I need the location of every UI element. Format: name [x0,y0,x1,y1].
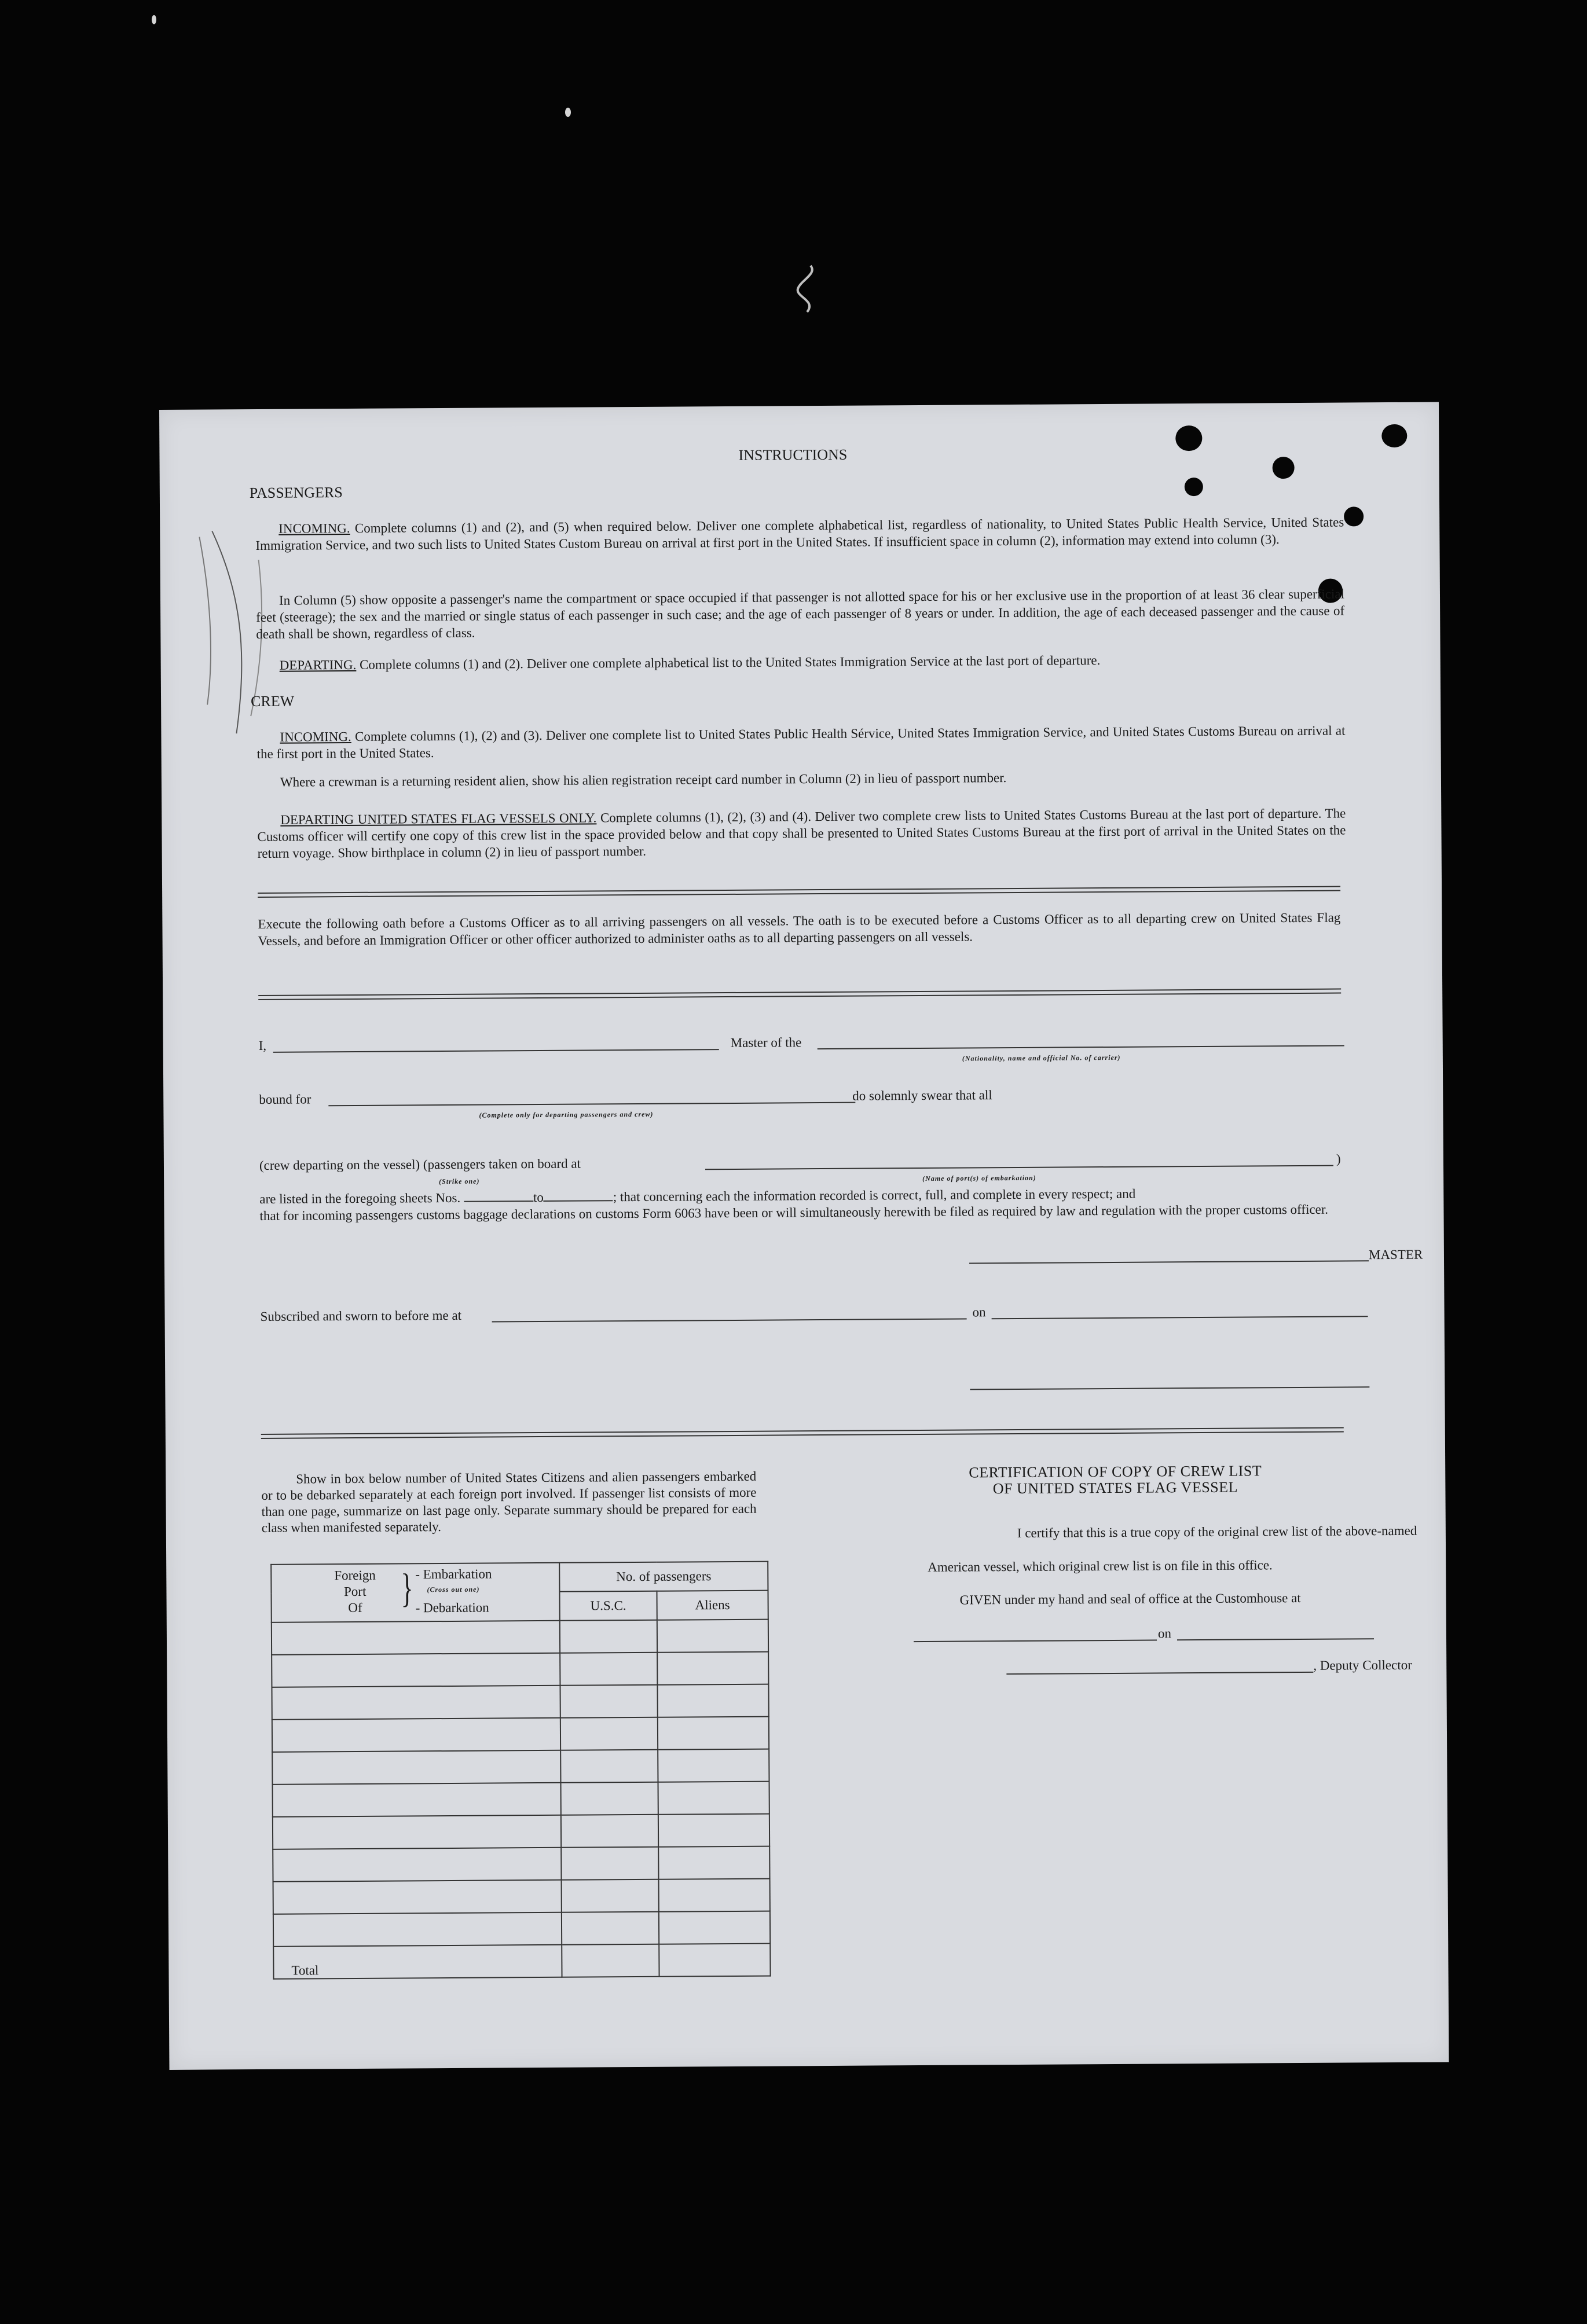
certification-line-3: GIVEN under my hand and seal of office at the Customhouse at [959,1590,1301,1607]
aliens-cell[interactable] [658,1717,769,1750]
listed-label: are listed in the foregoing sheets Nos. [259,1190,461,1206]
usc-cell[interactable] [562,1879,659,1912]
port-cell[interactable] [272,1686,560,1720]
crew-incoming-text: Complete columns (1), (2) and (3). Deliver one complete list to United States Public Health Sérvice, United States Immigration Service, and United States Customs Bureau on arrival at the first port in the United States. [256,723,1346,761]
aliens-cell[interactable] [657,1620,768,1653]
crew-heading: CREW [250,692,295,710]
passengers-incoming [255,514,1344,554]
close-paren: ) [1336,1151,1341,1166]
certification-title-1: CERTIFICATION OF COPY OF CREW LIST [969,1462,1262,1481]
departing-text: Complete columns (1) and (2). Deliver one complete alphabetical list to the United States Immigration Service at the last port of departure. [359,653,1101,672]
scan-hair [787,263,828,315]
strike-caption: (Strike one) [439,1177,480,1186]
swear-text: do solemnly swear that all [852,1088,992,1103]
hole-mark [1185,478,1203,496]
crew-departing [257,805,1346,861]
nationality-caption: (Nationality, name and official No. of carrier) [962,1053,1121,1063]
document-page [159,402,1449,2069]
port-cell[interactable] [273,1815,561,1849]
aliens-cell[interactable] [658,1782,769,1815]
passenger-summary-table [270,1561,771,1980]
certification-on-label: on [1157,1626,1172,1641]
usc-cell[interactable] [560,1653,657,1686]
divider [258,886,1340,898]
sworn-date-field[interactable] [992,1316,1368,1319]
usc-cell[interactable] [560,1620,657,1653]
subscribed-label: Subscribed and sworn to before me at [260,1308,462,1324]
port-cell[interactable] [273,1880,562,1914]
usc-cell[interactable] [561,1782,658,1815]
sworn-place-field[interactable] [492,1319,967,1323]
aliens-cell[interactable] [659,1911,770,1944]
deputy-collector-label: , Deputy Collector [1313,1657,1412,1673]
total-label: Total [273,1945,562,1979]
incoming-text: Complete columns (1) and (2), and (5) when required below. Deliver one complete alphabetical list, regardless of nationality, to United States Public Health Service, United States Immigration Service, and two such lists to United States Custom Bureau on arrival at first port in the United States. If insufficient space in column (2), information may extend into column (3). [255,515,1344,553]
baggage-text: that for incoming passengers customs baggage declarations on customs Form 6063 have been or will simultaneously herewith be filed as required by law and regulation with the proper customs officer. [259,1202,1329,1223]
port-cell[interactable] [272,1718,560,1752]
aliens-header: Aliens [657,1591,768,1620]
usc-cell[interactable] [562,1912,659,1945]
certification-line-2: American vessel, which original crew list is on file in this office. [928,1558,1273,1574]
port-cell[interactable] [272,1653,560,1687]
port-cell[interactable] [273,1848,561,1882]
departing-label: DEPARTING. [279,657,357,673]
customhouse-place-field[interactable] [914,1640,1157,1643]
aliens-cell[interactable] [659,1879,770,1912]
port-caption: (Name of port(s) of embarkation) [922,1173,1036,1183]
crew-incoming [256,722,1345,762]
port-cell[interactable] [272,1621,560,1655]
incoming-label: INCOMING. [278,520,350,536]
scan-speck [152,15,156,24]
aliens-cell[interactable] [658,1846,769,1879]
hole-mark [1381,424,1407,447]
officer-signature-field[interactable] [970,1386,1369,1390]
crew-incoming-label: INCOMING. [280,729,351,744]
passengers-column5: In Column (5) show opposite a passenger's name the compartment or space occupied if that passenger is not allotted space for his or her exclusive use in the proportion of at least 36 clear superficial feet (steerage); the sex and the married or single status of each passenger in such case; and the age of each passenger of 8 years or under. In addition, the age of each deceased passenger and the cause of death shall be shown, regardless of class. [256,586,1345,641]
certification-date-field[interactable] [1177,1638,1374,1640]
crew-passengers-text: (crew departing on the vessel) (passengers taken on board at [259,1156,581,1173]
usc-total-cell[interactable] [562,1944,659,1977]
passengers-departing [280,650,1345,673]
aliens-cell[interactable] [658,1814,769,1847]
usc-cell[interactable] [560,1685,657,1718]
master-label: MASTER [1368,1247,1423,1262]
port-label: Port [344,1584,366,1599]
port-cell[interactable] [273,1783,561,1817]
cross-out-caption: (Cross out one) [427,1585,480,1594]
usc-cell[interactable] [560,1750,658,1783]
of-label: Of [348,1600,362,1616]
master-name-field[interactable] [273,1049,719,1053]
no-passengers-header: No. of passengers [559,1562,768,1592]
port-header-cell [271,1563,560,1622]
crew-resident: Where a crewman is a returning resident alien, show his alien registration receipt card number in Column (2) in lieu of passport number. [280,770,1007,790]
foreign-label: Foreign [334,1567,376,1583]
scan-speck [565,108,571,117]
sheet-to-field[interactable] [544,1200,613,1202]
debarkation-label: - Debarkation [415,1600,489,1616]
hole-mark [1273,457,1295,479]
deputy-signature-field[interactable] [1006,1672,1313,1675]
i-label: I, [258,1038,267,1053]
listed-rest: ; that concerning each the information recorded is correct, full, and complete in every respect; and [613,1186,1136,1205]
aliens-total-cell[interactable] [659,1944,770,1977]
embarkation-label: - Embarkation [415,1566,492,1582]
usc-header: U.S.C. [559,1591,657,1621]
hole-mark [1344,506,1364,526]
master-of-label: Master of the [730,1035,802,1050]
bound-caption: (Complete only for departing passengers and crew) [479,1110,654,1119]
master-signature-field[interactable] [969,1260,1369,1264]
divider [261,1427,1344,1439]
aliens-cell[interactable] [657,1684,768,1717]
aliens-cell[interactable] [658,1749,769,1782]
to-label: to [533,1189,544,1205]
divider [258,989,1341,1000]
crew-departing-label: DEPARTING UNITED STATES FLAG VESSELS ONLY. [280,810,597,827]
hole-mark [1175,425,1202,451]
usc-cell[interactable] [561,1815,658,1848]
page-title: INSTRUCTIONS [738,446,848,464]
brace-glyph: } [401,1565,413,1611]
aliens-cell[interactable] [657,1652,768,1685]
passengers-heading: PASSENGERS [249,484,343,502]
bound-for-field[interactable] [328,1102,855,1107]
port-cell[interactable] [272,1750,560,1785]
crew-departing-text: Complete columns (1), (2), (3) and (4). Deliver two complete crew lists to United States Customs Bureau at the last port of departure. The Customs officer will certify one copy of this crew list in the space provided below and that copy shall be presented to United States Customs Bureau at the first port of arrival in the United States on the return voyage. Show birthplace in column (2) in lieu of passport number. [257,806,1346,861]
certification-line-1: I certify that this is a true copy of the original crew list of the above-named [1017,1523,1417,1540]
port-cell[interactable] [273,1912,562,1947]
bound-for-label: bound for [259,1092,311,1107]
certification-title-2: OF UNITED STATES FLAG VESSEL [992,1478,1238,1497]
carrier-field[interactable] [818,1045,1344,1050]
summary-intro: Show in box below number of United States Citizens and alien passengers embarked or to be debarked separately at each foreign port involved. If passenger list consists of more than one page, summarize on last page only. Separate summary should be prepared for each class when manifested separately. [261,1468,757,1535]
usc-cell[interactable] [561,1847,658,1880]
sworn-on-label: on [972,1305,986,1320]
oath-intro: Execute the following oath before a Customs Officer as to all arriving passengers on all vessels. The oath is to be executed before a Customs Officer as to all departing crew on United States Flag Vessels, and before an Immigration Officer or other officer authorized to administer oaths as to all departing passengers on all vessels. [258,910,1341,948]
sheet-from-field[interactable] [464,1200,533,1202]
usc-cell[interactable] [560,1717,658,1750]
